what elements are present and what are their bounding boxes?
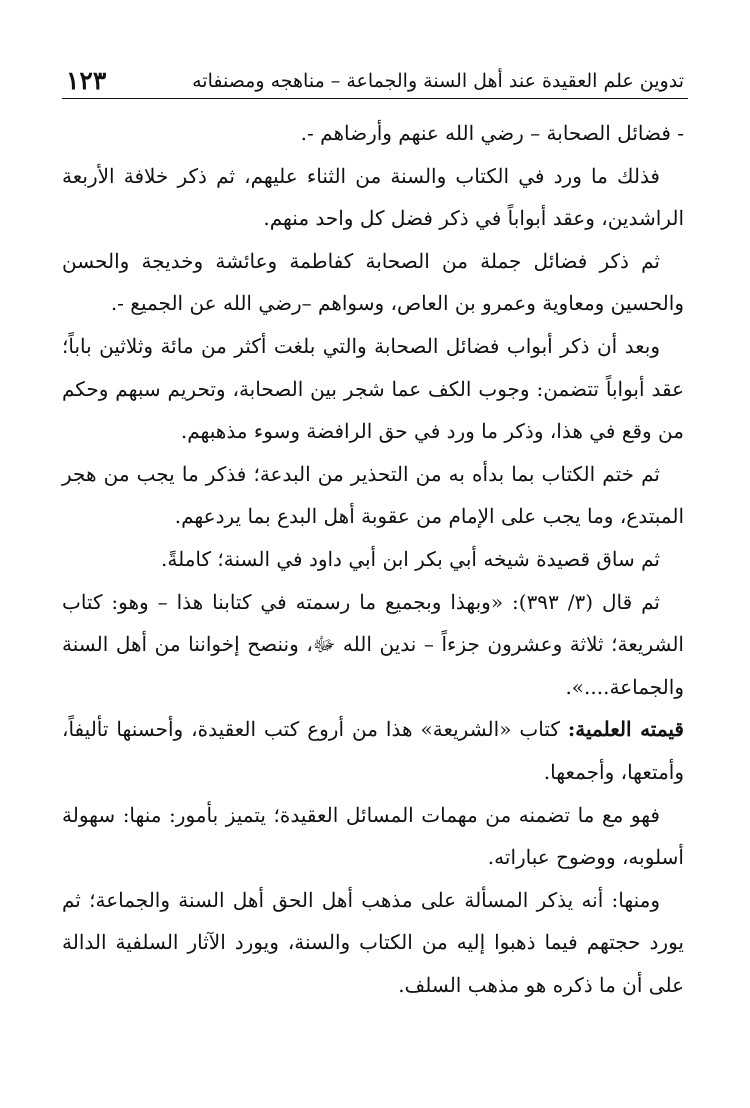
header-rule [62, 98, 688, 99]
paragraph-text: كتاب «الشريعة» هذا من أروع كتب العقيدة، وأحسنها تأليفاً، وأمتعها، وأجمعها. [62, 717, 684, 784]
section-lead: قيمته العلمية: [567, 717, 684, 742]
paragraph [62, 112, 684, 155]
paragraph [62, 879, 684, 1007]
paragraph [62, 325, 684, 453]
paragraph [62, 708, 684, 793]
page-number: ١٢٣ [66, 66, 107, 95]
paragraph-text: ثم قال (٣/ ٣٩٣): «وبهذا وبجميع ما رسمته في كتابنا هذا – وهو: كتاب الشريعة؛ ثلاثة وعشرون جزءاً – ندين الله ﷻ، وننصح إخواننا من أهل السنة والجماعة....». [62, 589, 684, 699]
paragraph-text: ثم ختم الكتاب بما بدأه به من التحذير من البدعة؛ فذكر ما يجب من هجر المبتدع، وما يجب على الإمام من عقوبة أهل البدع بما يردعهم. [62, 461, 684, 529]
paragraph [62, 240, 684, 325]
page-body [62, 112, 684, 1006]
page-header [66, 50, 684, 96]
paragraph [62, 155, 684, 240]
paragraph [62, 538, 684, 581]
paragraph-text: فذلك ما ورد في الكتاب والسنة من الثناء عليهم، ثم ذكر خلافة الأربعة الراشدين، وعقد أبواباً في ذكر فضل كل واحد منهم. [62, 163, 684, 231]
paragraph-text: ومنها: أنه يذكر المسألة على مذهب أهل الحق أهل السنة والجماعة؛ ثم يورد حجتهم فيما ذهبوا إليه من الكتاب والسنة، ويورد الآثار السلفية الدالة على أن ما ذكره هو مذهب السلف. [62, 887, 684, 997]
paragraph-text: فهو مع ما تضمنه من مهمات المسائل العقيدة؛ يتميز بأمور: منها: سهولة أسلوبه، ووضوح عباراته. [62, 802, 684, 870]
paragraph-text: - فضائل الصحابة – رضي الله عنهم وأرضاهم -. [300, 121, 684, 145]
paragraph [62, 581, 684, 709]
running-title: تدوين علم العقيدة عند أهل السنة والجماعة – مناهجه ومصنفاته [192, 70, 684, 92]
paragraph [62, 794, 684, 879]
paragraph [62, 453, 684, 538]
paragraph-text: وبعد أن ذكر أبواب فضائل الصحابة والتي بلغت أكثر من مائة وثلاثين باباً؛ عقد أبواباً تتضمن: وجوب الكف عما شجر بين الصحابة، وتحريم سبهم وحكم من وقع في هذا، وذكر ما ورد في حق الرافضة وسوء مذهبهم. [62, 333, 684, 444]
paragraph-text: ثم ساق قصيدة شيخه أبي بكر ابن أبي داود في السنة؛ كاملةً. [161, 546, 660, 571]
paragraph-text: ثم ذكر فضائل جملة من الصحابة كفاطمة وعائشة وخديجة والحسن والحسين ومعاوية وعمرو بن العاص، وسواهم –رضي الله عن الجميع -. [62, 248, 684, 316]
